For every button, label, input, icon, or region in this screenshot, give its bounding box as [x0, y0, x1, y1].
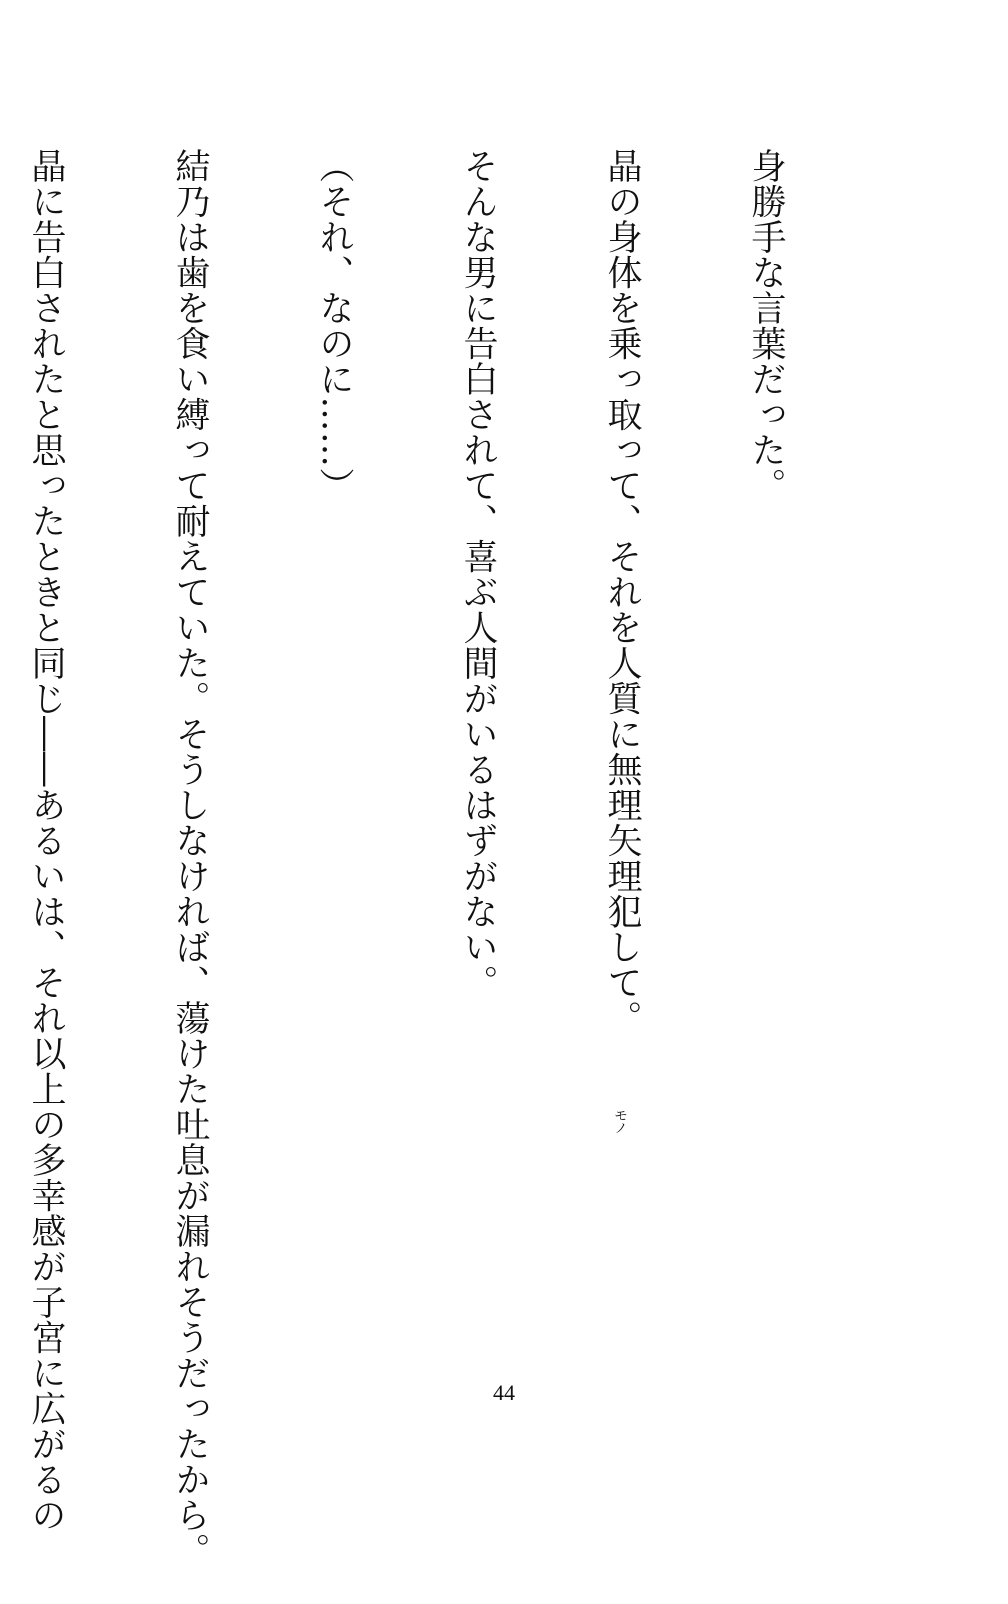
text-line: 身勝手な言葉だった。 [746, 148, 786, 503]
vertical-text-body [0, 148, 886, 1568]
text-line: そんな男に告白されて、喜ぶ人間がいるはずがない。 [458, 148, 498, 1000]
text-line: 晶の身体を乗っ取って、それを人質に無理矢理犯して。 [602, 148, 642, 1036]
text-line: 結乃は歯を食い縛って耐えていた。そうしなければ、蕩けた吐息が漏れそうだったから。 [170, 148, 210, 1568]
ruby-annotation: モノ [614, 1109, 628, 1137]
page-number: 44 [493, 1380, 515, 1405]
text-line: （それ、なのに……） [314, 148, 354, 503]
text-line: 晶に告白されたと思ったときと同じ――あるいは、それ以上の多幸感が子宮に広がるの [26, 148, 66, 1533]
